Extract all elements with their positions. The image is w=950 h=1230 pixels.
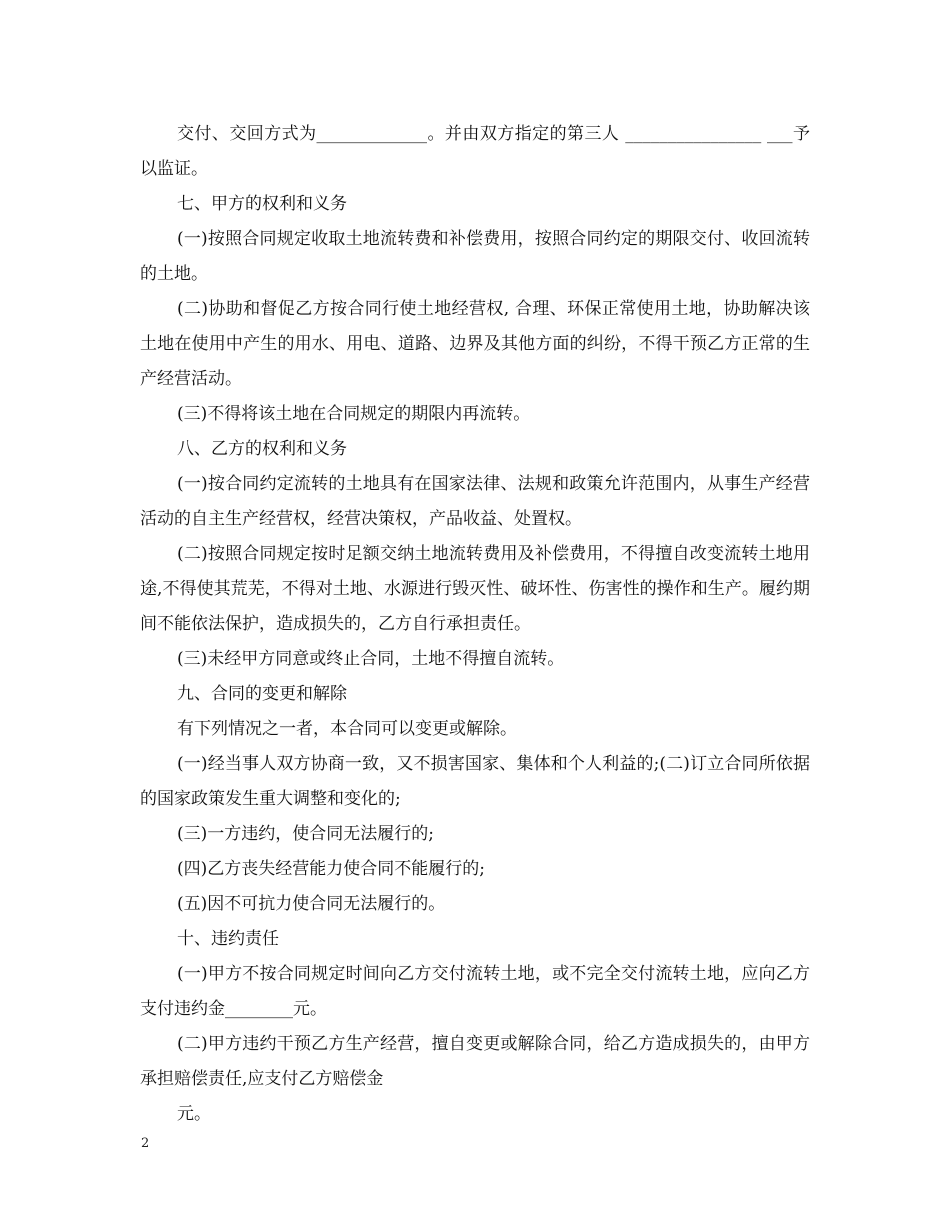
document-body (140, 117, 810, 1132)
paragraph: 元。 (177, 1104, 211, 1124)
section-heading-7: 七、甲方的权利和义务 (177, 194, 347, 214)
paragraph: (一)经当事人双方协商一致，又不损害国家、集体和个人利益的;(二)订立合同所依据的国家政策发生重大调整和变化的; (140, 754, 810, 809)
paragraph: (一)甲方不按合同规定时间向乙方交付流转土地，或不完全交付流转土地，应向乙方支付违约金________元。 (140, 964, 810, 1019)
section-heading-8: 八、乙方的权利和义务 (177, 439, 347, 459)
page-number: 2 (141, 1136, 150, 1151)
paragraph: 有下列情况之一者，本合同可以变更或解除。 (177, 719, 517, 739)
paragraph: (二)按照合同规定按时足额交纳土地流转费用及补偿费用，不得擅自改变流转土地用途,不得使其荒芜，不得对土地、水源进行毁灭性、破坏性、伤害性的操作和生产。履约期间不能依法保护，造成损失的，乙方自行承担责任。 (140, 544, 810, 634)
paragraph: (三)不得将该土地在合同规定的期限内再流转。 (177, 404, 531, 424)
paragraph: (四)乙方丧失经营能力使合同不能履行的; (177, 859, 485, 879)
section-heading-10: 十、违约责任 (177, 929, 279, 949)
paragraph: (一)按合同约定流转的土地具有在国家法律、法规和政策允许范围内，从事生产经营活动的自主生产经营权，经营决策权，产品收益、处置权。 (140, 474, 810, 529)
paragraph: (二)甲方违约干预乙方生产经营，擅自变更或解除合同，给乙方造成损失的，由甲方承担赔偿责任,应支付乙方赔偿金 (140, 1034, 810, 1089)
section-heading-9: 九、合同的变更和解除 (177, 684, 347, 704)
paragraph: (三)一方违约，使合同无法履行的; (177, 824, 434, 844)
paragraph: (三)未经甲方同意或终止合同，土地不得擅自流转。 (177, 649, 565, 669)
paragraph: (一)按照合同规定收取土地流转费和补偿费用，按照合同约定的期限交付、收回流转的土地。 (140, 229, 810, 284)
paragraph: (五)因不可抗力使合同无法履行的。 (177, 894, 446, 914)
paragraph: (二)协助和督促乙方按合同行使土地经营权, 合理、环保正常使用土地，协助解决该土地在使用中产生的用水、用电、道路、边界及其他方面的纠纷，不得干预乙方正常的生产经营活动。 (140, 299, 810, 389)
paragraph: 交付、交回方式为_____________。并由双方指定的第三人 ________________ ___予以监证。 (140, 124, 810, 179)
